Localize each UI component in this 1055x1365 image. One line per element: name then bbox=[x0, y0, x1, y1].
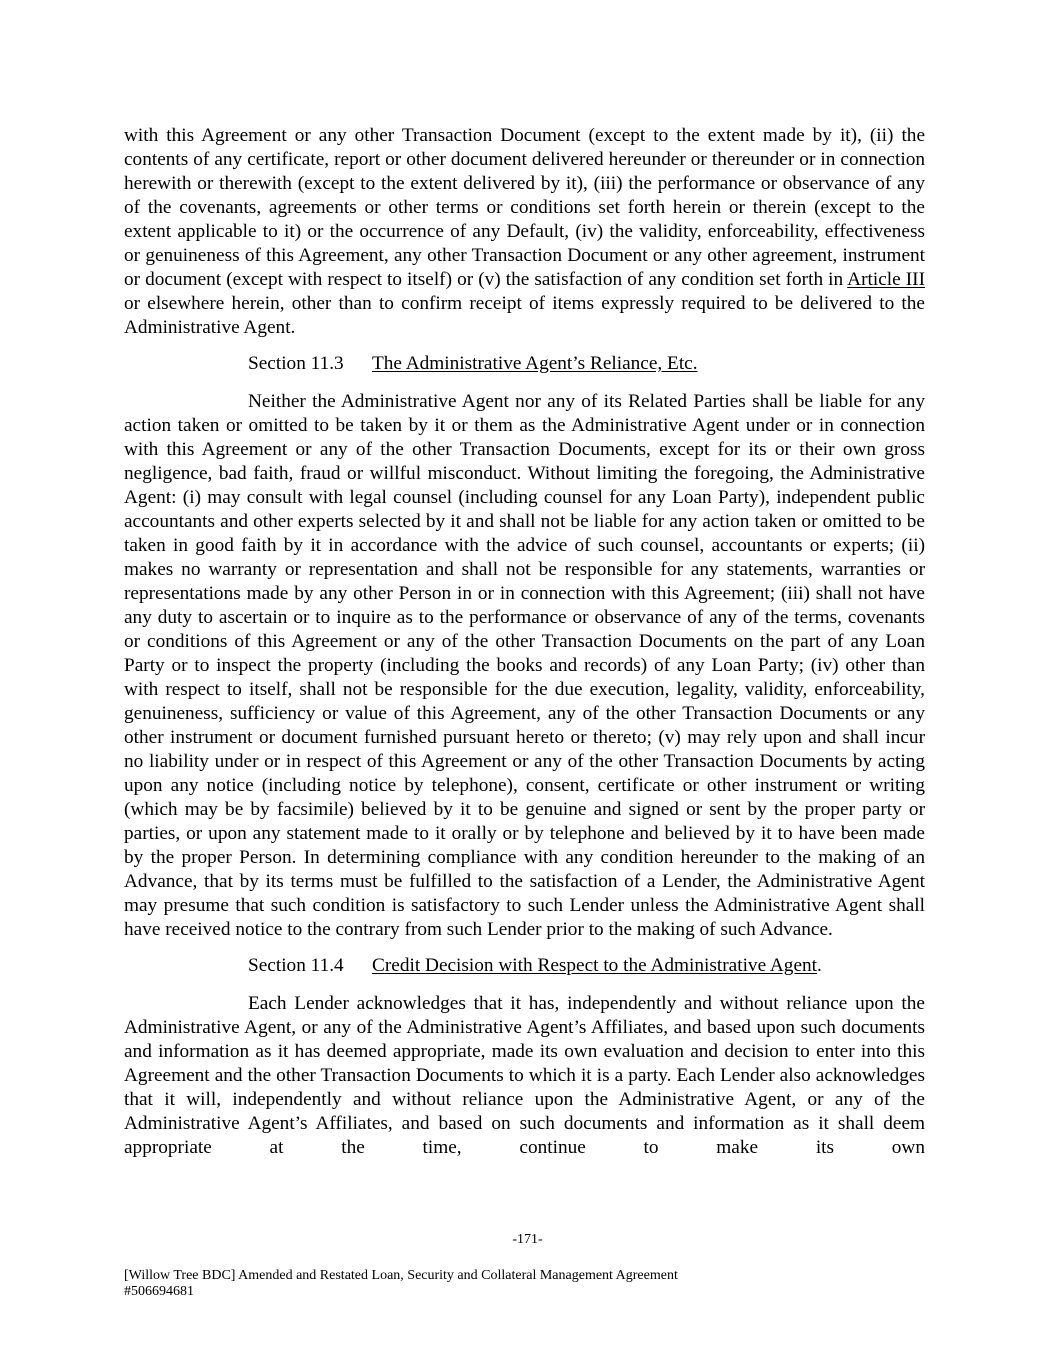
continuation-paragraph bbox=[124, 124, 925, 340]
section-11-3-title: The Administrative Agent’s Reliance, Etc. bbox=[372, 353, 698, 374]
section-11-4-title-period: . bbox=[817, 955, 822, 976]
paragraph-text-after-link: or elsewhere herein, other than to confirm receipt of items expressly required to be delivered to the Administrative Agent. bbox=[124, 293, 925, 338]
section-11-3-number: Section 11.3 bbox=[248, 353, 344, 374]
page-number: -171- bbox=[512, 1232, 543, 1247]
section-11-4-number: Section 11.4 bbox=[248, 955, 344, 976]
section-11-4-paragraph: Each Lender acknowledges that it has, independently and without reliance upon the Administrative Agent, or any of the Administrative Agent’s Affiliates, and based upon such documents and information as it has deemed appropriate, made its own evaluation and decision to enter into this Agreement and the other Transaction Documents to which it is a party. Each Lender also acknowledges that it will, independently and without reliance upon the Administrative Agent, or any of the Administrative Agent’s Affiliates, and based on such documents and information as it shall deem appropriate at the time, continue to make its own bbox=[124, 993, 925, 1158]
footer-document-id: #506694681 bbox=[124, 1284, 194, 1299]
section-11-3-paragraph: Neither the Administrative Agent nor any of its Related Parties shall be liable for any action taken or omitted to be taken by it or them as the Administrative Agent under or in connection with this Agreement or any of the other Transaction Documents, except for its or their own gross negligence, bad faith, fraud or willful misconduct. Without limiting the foregoing, the Administrative Agent: (i) may consult with legal counsel (including counsel for any Loan Party), independent public accountants and other experts selected by it and shall not be liable for any action taken or omitted to be taken in good faith by it in accordance with the advice of such counsel, accountants or experts; (ii) makes no warranty or representation and shall not be responsible for any statements, warranties or representations made by any other Person in or in connection with this Agreement; (iii) shall not have any duty to ascertain or to inquire as to the performance or observance of any of the terms, covenants or conditions of this Agreement or any of the other Transaction Documents on the part of any Loan Party or to inspect the property (including the books and records) of any Loan Party; (iv) other than with respect to itself, shall not be responsible for the due execution, legality, validity, enforceability, genuineness, sufficiency or value of this Agreement, any of the other Transaction Documents or any other instrument or document furnished pursuant hereto or thereto; (v) may rely upon and shall incur no liability under or in respect of this Agreement or any of the other Transaction Documents by acting upon any notice (including notice by telephone), consent, certificate or other instrument or writing (which may be by facsimile) believed by it to be genuine and signed or sent by the proper party or parties, or upon any statement made to it orally or by telephone and believed by it to have been made by the proper Person. In determining compliance with any condition hereunder to the making of an Advance, that by its terms must be fulfilled to the satisfaction of a Lender, the Administrative Agent may presume that such condition is satisfactory to such Lender unless the Administrative Agent shall have received notice to the contrary from such Lender prior to the making of such Advance. bbox=[124, 391, 925, 940]
article-iii-reference[interactable]: Article III bbox=[847, 269, 925, 290]
document-page bbox=[124, 124, 925, 1160]
section-11-4-title: Credit Decision with Respect to the Administrative Agent bbox=[372, 955, 818, 976]
document-footer bbox=[124, 1268, 678, 1300]
section-11-4-heading bbox=[124, 954, 925, 978]
paragraph-text-before-link: with this Agreement or any other Transaction Document (except to the extent made by it), (ii) the contents of any certificate, report or other document delivered hereunder or thereunder or in connection herewith or therewith (except to the extent delivered by it), (iii) the performance or observance of any of the covenants, agreements or other terms or conditions set forth herein or therein (except to the extent applicable to it) or the occurrence of any Default, (iv) the validity, enforceability, effectiveness or genuineness of this Agreement, any other Transaction Document or any other agreement, instrument or document (except with respect to itself) or (v) the satisfaction of any condition set forth in bbox=[124, 125, 925, 290]
footer-document-title: [Willow Tree BDC] Amended and Restated Loan, Security and Collateral Management Agreement bbox=[124, 1268, 678, 1283]
section-11-3-heading bbox=[124, 352, 925, 376]
